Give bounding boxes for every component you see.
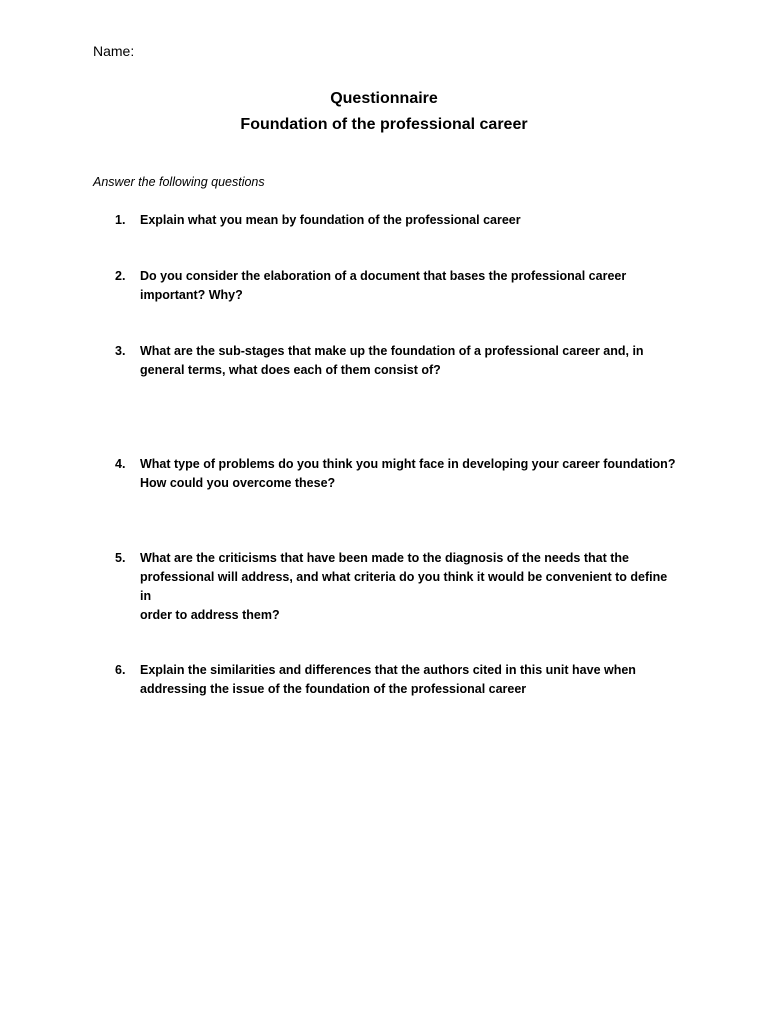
question-text [140, 661, 680, 699]
question-text [140, 342, 680, 380]
question-number: 3. [115, 344, 126, 358]
question-number: 2. [115, 269, 126, 283]
question-text [140, 549, 680, 625]
question-text [140, 455, 680, 493]
document-title: Questionnaire [330, 90, 438, 107]
question-number: 4. [115, 457, 126, 471]
question-line: Explain what you mean by foundation of the professional career [140, 213, 521, 227]
question-number: 1. [115, 213, 126, 227]
question-line: What type of problems do you think you might face in developing your career foundation? [140, 457, 676, 471]
document-subtitle: Foundation of the professional career [240, 116, 528, 133]
question-line: Explain the similarities and differences that the authors cited in this unit have when [140, 663, 636, 677]
question-line: What are the criticisms that have been made to the diagnosis of the needs that the [140, 551, 629, 565]
question-line: addressing the issue of the foundation of the professional career [140, 682, 527, 696]
question-line: Do you consider the elaboration of a document that bases the professional career [140, 269, 627, 283]
question-line: What are the sub-stages that make up the foundation of a professional career and, in [140, 344, 644, 358]
question-text [140, 267, 680, 305]
question-line: important? Why? [140, 288, 243, 302]
instructions-text: Answer the following questions [93, 175, 265, 189]
name-label: Name: [93, 43, 135, 59]
question-text [140, 211, 680, 230]
question-line: order to address them? [140, 608, 280, 622]
question-line: How could you overcome these? [140, 476, 336, 490]
question-line: general terms, what does each of them consist of? [140, 363, 441, 377]
question-number: 5. [115, 551, 126, 565]
question-number: 6. [115, 663, 126, 677]
question-line: professional will address, and what criteria do you think it would be convenient to define in [140, 570, 668, 603]
